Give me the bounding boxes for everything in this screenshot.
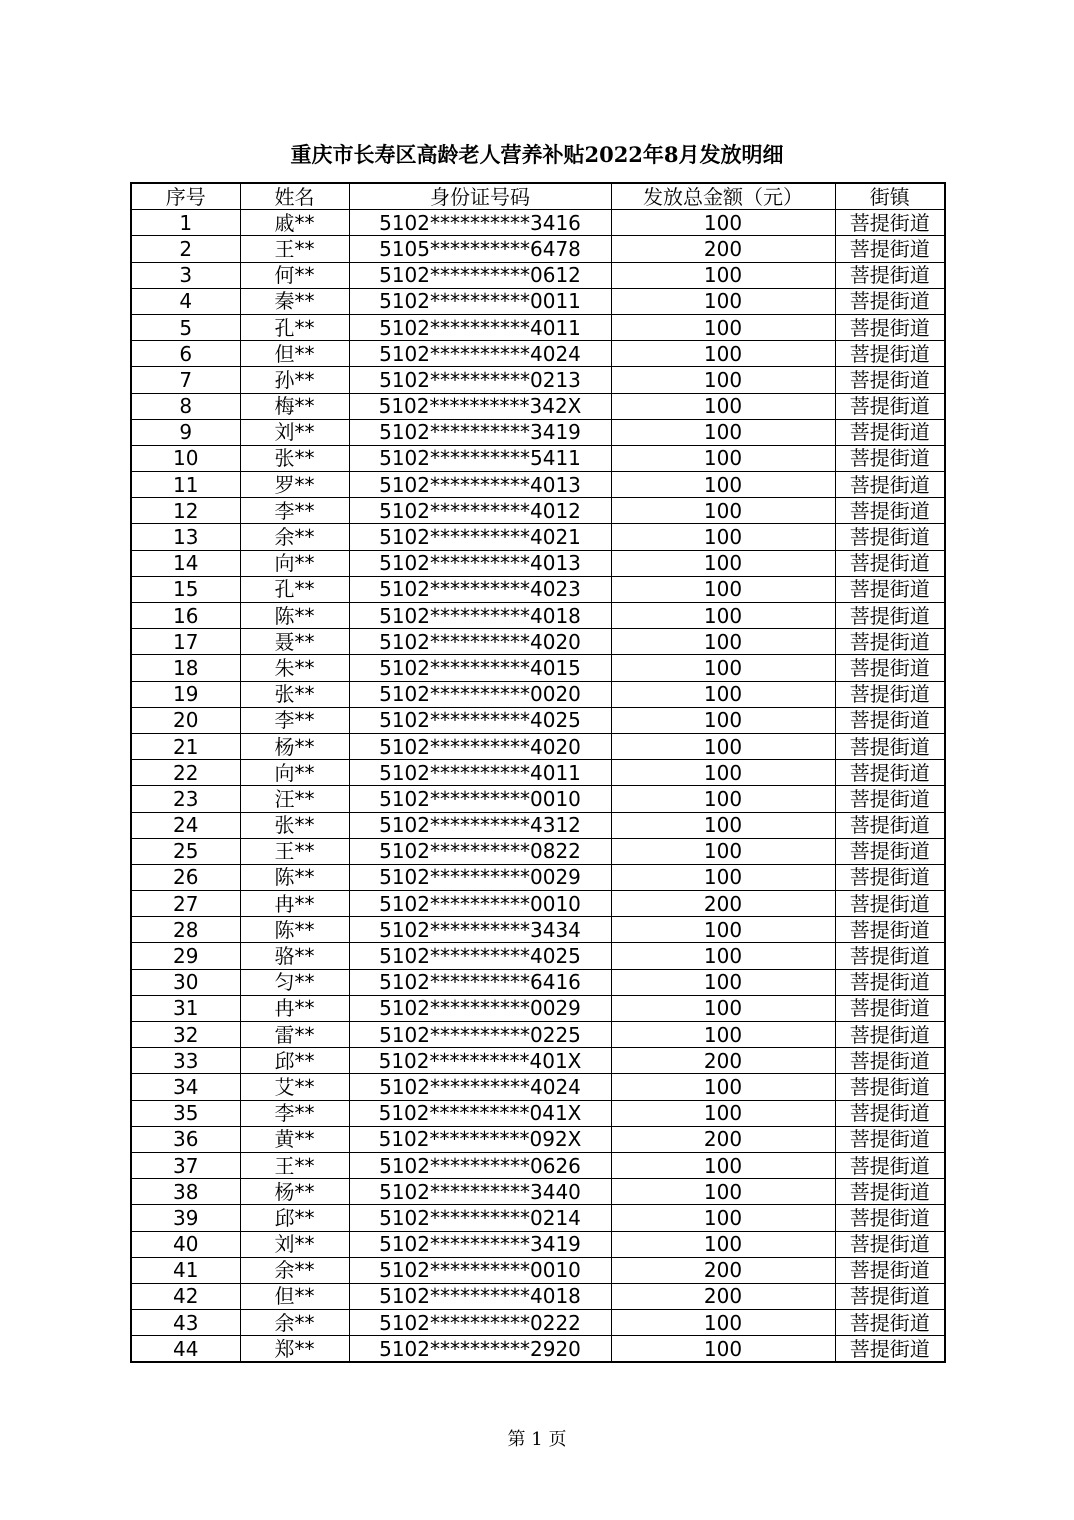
table-row	[131, 314, 945, 340]
table-row	[131, 1152, 945, 1178]
header-amount: 发放总金额（元）	[611, 183, 835, 210]
cell-amount: 100	[611, 681, 835, 707]
cell-id-number: 5102**********4011	[349, 760, 611, 786]
table-row	[131, 472, 945, 498]
cell-id-number: 5102**********4025	[349, 943, 611, 969]
table-row	[131, 367, 945, 393]
cell-id-number: 5102**********4015	[349, 655, 611, 681]
cell-id-number: 5102**********0010	[349, 786, 611, 812]
cell-street: 菩提街道	[835, 1257, 945, 1283]
cell-name: 李**	[240, 707, 349, 733]
cell-amount: 100	[611, 210, 835, 236]
table-row	[131, 210, 945, 236]
cell-index: 39	[131, 1205, 240, 1231]
cell-street: 菩提街道	[835, 838, 945, 864]
cell-id-number: 5102**********4020	[349, 629, 611, 655]
cell-amount: 200	[611, 891, 835, 917]
table-row	[131, 1231, 945, 1257]
cell-name: 杨**	[240, 1179, 349, 1205]
cell-id-number: 5102**********0822	[349, 838, 611, 864]
cell-amount: 100	[611, 760, 835, 786]
cell-name: 向**	[240, 760, 349, 786]
cell-index: 42	[131, 1283, 240, 1309]
cell-index: 13	[131, 524, 240, 550]
cell-amount: 100	[611, 603, 835, 629]
table-row	[131, 550, 945, 576]
cell-amount: 100	[611, 812, 835, 838]
cell-street: 菩提街道	[835, 995, 945, 1021]
table-row	[131, 1022, 945, 1048]
cell-street: 菩提街道	[835, 1283, 945, 1309]
cell-id-number: 5102**********0010	[349, 891, 611, 917]
table-row	[131, 864, 945, 890]
cell-name: 李**	[240, 1100, 349, 1126]
cell-street: 菩提街道	[835, 707, 945, 733]
cell-name: 聂**	[240, 629, 349, 655]
cell-id-number: 5102**********0010	[349, 1257, 611, 1283]
cell-street: 菩提街道	[835, 1205, 945, 1231]
cell-street: 菩提街道	[835, 445, 945, 471]
cell-index: 21	[131, 733, 240, 759]
cell-name: 骆**	[240, 943, 349, 969]
cell-id-number: 5102**********4013	[349, 472, 611, 498]
cell-street: 菩提街道	[835, 524, 945, 550]
cell-index: 18	[131, 655, 240, 681]
table-row	[131, 1048, 945, 1074]
cell-name: 王**	[240, 236, 349, 262]
cell-index: 6	[131, 341, 240, 367]
cell-name: 雷**	[240, 1022, 349, 1048]
cell-street: 菩提街道	[835, 786, 945, 812]
cell-id-number: 5102**********4011	[349, 314, 611, 340]
cell-amount: 100	[611, 1231, 835, 1257]
cell-index: 27	[131, 891, 240, 917]
cell-amount: 100	[611, 550, 835, 576]
cell-amount: 100	[611, 288, 835, 314]
cell-index: 5	[131, 314, 240, 340]
cell-id-number: 5102**********0029	[349, 864, 611, 890]
cell-index: 3	[131, 262, 240, 288]
cell-id-number: 5102**********4023	[349, 576, 611, 602]
cell-street: 菩提街道	[835, 576, 945, 602]
cell-street: 菩提街道	[835, 262, 945, 288]
table-row	[131, 812, 945, 838]
cell-name: 戚**	[240, 210, 349, 236]
cell-index: 24	[131, 812, 240, 838]
table-row	[131, 393, 945, 419]
cell-amount: 200	[611, 1126, 835, 1152]
cell-name: 梅**	[240, 393, 349, 419]
cell-index: 35	[131, 1100, 240, 1126]
cell-amount: 100	[611, 838, 835, 864]
cell-name: 李**	[240, 498, 349, 524]
table-row	[131, 760, 945, 786]
cell-amount: 100	[611, 1022, 835, 1048]
cell-street: 菩提街道	[835, 367, 945, 393]
cell-name: 陈**	[240, 864, 349, 890]
cell-amount: 100	[611, 707, 835, 733]
cell-amount: 100	[611, 629, 835, 655]
cell-street: 菩提街道	[835, 1310, 945, 1336]
cell-id-number: 5105**********6478	[349, 236, 611, 262]
cell-street: 菩提街道	[835, 864, 945, 890]
cell-index: 4	[131, 288, 240, 314]
cell-name: 黄**	[240, 1126, 349, 1152]
cell-street: 菩提街道	[835, 891, 945, 917]
cell-street: 菩提街道	[835, 629, 945, 655]
cell-amount: 100	[611, 1336, 835, 1363]
cell-name: 陈**	[240, 917, 349, 943]
table-row	[131, 891, 945, 917]
table-row	[131, 629, 945, 655]
cell-name: 孔**	[240, 576, 349, 602]
cell-id-number: 5102**********4018	[349, 1283, 611, 1309]
table-row	[131, 943, 945, 969]
cell-amount: 100	[611, 1152, 835, 1178]
cell-index: 22	[131, 760, 240, 786]
cell-amount: 100	[611, 498, 835, 524]
cell-index: 9	[131, 419, 240, 445]
cell-amount: 100	[611, 445, 835, 471]
table-row	[131, 1310, 945, 1336]
cell-id-number: 5102**********0612	[349, 262, 611, 288]
cell-index: 19	[131, 681, 240, 707]
cell-street: 菩提街道	[835, 498, 945, 524]
cell-id-number: 5102**********4018	[349, 603, 611, 629]
cell-index: 2	[131, 236, 240, 262]
cell-id-number: 5102**********3434	[349, 917, 611, 943]
cell-id-number: 5102**********3419	[349, 419, 611, 445]
cell-amount: 200	[611, 1048, 835, 1074]
cell-index: 10	[131, 445, 240, 471]
cell-amount: 100	[611, 943, 835, 969]
cell-id-number: 5102**********0214	[349, 1205, 611, 1231]
cell-index: 12	[131, 498, 240, 524]
cell-street: 菩提街道	[835, 1336, 945, 1363]
cell-street: 菩提街道	[835, 917, 945, 943]
cell-street: 菩提街道	[835, 393, 945, 419]
table-row	[131, 1336, 945, 1363]
table-row	[131, 969, 945, 995]
cell-street: 菩提街道	[835, 419, 945, 445]
cell-amount: 100	[611, 864, 835, 890]
table-row	[131, 707, 945, 733]
cell-id-number: 5102**********3416	[349, 210, 611, 236]
cell-street: 菩提街道	[835, 681, 945, 707]
cell-index: 31	[131, 995, 240, 1021]
cell-index: 16	[131, 603, 240, 629]
table-row	[131, 498, 945, 524]
cell-id-number: 5102**********0626	[349, 1152, 611, 1178]
table-row	[131, 733, 945, 759]
cell-amount: 100	[611, 576, 835, 602]
cell-amount: 100	[611, 419, 835, 445]
cell-id-number: 5102**********4024	[349, 341, 611, 367]
cell-id-number: 5102**********4025	[349, 707, 611, 733]
cell-index: 11	[131, 472, 240, 498]
cell-amount: 100	[611, 917, 835, 943]
cell-street: 菩提街道	[835, 550, 945, 576]
cell-index: 29	[131, 943, 240, 969]
cell-index: 37	[131, 1152, 240, 1178]
cell-name: 张**	[240, 812, 349, 838]
cell-street: 菩提街道	[835, 1074, 945, 1100]
table-row	[131, 341, 945, 367]
table-row	[131, 288, 945, 314]
cell-index: 34	[131, 1074, 240, 1100]
cell-amount: 100	[611, 969, 835, 995]
cell-name: 孔**	[240, 314, 349, 340]
cell-name: 匀**	[240, 969, 349, 995]
cell-id-number: 5102**********401X	[349, 1048, 611, 1074]
cell-id-number: 5102**********3419	[349, 1231, 611, 1257]
table-row	[131, 1283, 945, 1309]
cell-amount: 100	[611, 524, 835, 550]
cell-amount: 100	[611, 472, 835, 498]
cell-index: 40	[131, 1231, 240, 1257]
cell-index: 36	[131, 1126, 240, 1152]
page-number: 第 1 页	[507, 1429, 567, 1450]
table-row	[131, 917, 945, 943]
cell-name: 余**	[240, 1310, 349, 1336]
cell-street: 菩提街道	[835, 603, 945, 629]
cell-id-number: 5102**********092X	[349, 1126, 611, 1152]
table-row	[131, 1179, 945, 1205]
cell-street: 菩提街道	[835, 812, 945, 838]
subsidy-table	[130, 182, 946, 1363]
cell-name: 罗**	[240, 472, 349, 498]
cell-id-number: 5102**********0011	[349, 288, 611, 314]
cell-id-number: 5102**********041X	[349, 1100, 611, 1126]
cell-index: 33	[131, 1048, 240, 1074]
cell-name: 杨**	[240, 733, 349, 759]
cell-street: 菩提街道	[835, 1100, 945, 1126]
cell-id-number: 5102**********342X	[349, 393, 611, 419]
cell-amount: 100	[611, 1074, 835, 1100]
cell-name: 张**	[240, 681, 349, 707]
cell-name: 向**	[240, 550, 349, 576]
cell-amount: 100	[611, 655, 835, 681]
cell-street: 菩提街道	[835, 1179, 945, 1205]
table-body	[131, 210, 945, 1363]
header-street: 街镇	[835, 183, 945, 210]
cell-id-number: 5102**********4020	[349, 733, 611, 759]
cell-id-number: 5102**********4312	[349, 812, 611, 838]
cell-street: 菩提街道	[835, 1152, 945, 1178]
cell-index: 7	[131, 367, 240, 393]
cell-name: 朱**	[240, 655, 349, 681]
cell-name: 郑**	[240, 1336, 349, 1363]
cell-id-number: 5102**********4012	[349, 498, 611, 524]
cell-index: 41	[131, 1257, 240, 1283]
cell-name: 邱**	[240, 1048, 349, 1074]
table-row	[131, 786, 945, 812]
cell-id-number: 5102**********4013	[349, 550, 611, 576]
cell-amount: 100	[611, 786, 835, 812]
cell-name: 陈**	[240, 603, 349, 629]
cell-id-number: 5102**********0225	[349, 1022, 611, 1048]
cell-street: 菩提街道	[835, 236, 945, 262]
table-row	[131, 1100, 945, 1126]
page-title: 重庆市长寿区高龄老人营养补贴2022年8月发放明细	[290, 142, 784, 167]
cell-name: 秦**	[240, 288, 349, 314]
cell-name: 邱**	[240, 1205, 349, 1231]
cell-index: 8	[131, 393, 240, 419]
table-row	[131, 576, 945, 602]
cell-street: 菩提街道	[835, 1126, 945, 1152]
cell-name: 艾**	[240, 1074, 349, 1100]
table-row	[131, 236, 945, 262]
cell-amount: 100	[611, 262, 835, 288]
cell-name: 但**	[240, 1283, 349, 1309]
cell-street: 菩提街道	[835, 288, 945, 314]
cell-street: 菩提街道	[835, 210, 945, 236]
header-index: 序号	[131, 183, 240, 210]
table-row	[131, 603, 945, 629]
cell-index: 32	[131, 1022, 240, 1048]
cell-amount: 100	[611, 393, 835, 419]
cell-index: 20	[131, 707, 240, 733]
table-row	[131, 1257, 945, 1283]
cell-name: 刘**	[240, 1231, 349, 1257]
cell-index: 17	[131, 629, 240, 655]
cell-index: 14	[131, 550, 240, 576]
cell-name: 刘**	[240, 419, 349, 445]
cell-name: 汪**	[240, 786, 349, 812]
table-row	[131, 524, 945, 550]
table-row	[131, 1074, 945, 1100]
cell-name: 何**	[240, 262, 349, 288]
cell-id-number: 5102**********6416	[349, 969, 611, 995]
table-row	[131, 1126, 945, 1152]
cell-name: 冉**	[240, 995, 349, 1021]
cell-street: 菩提街道	[835, 969, 945, 995]
cell-name: 孙**	[240, 367, 349, 393]
cell-id-number: 5102**********0020	[349, 681, 611, 707]
header-name: 姓名	[240, 183, 349, 210]
cell-street: 菩提街道	[835, 1048, 945, 1074]
cell-index: 15	[131, 576, 240, 602]
table-row	[131, 838, 945, 864]
cell-name: 张**	[240, 445, 349, 471]
cell-street: 菩提街道	[835, 1231, 945, 1257]
cell-street: 菩提街道	[835, 733, 945, 759]
cell-id-number: 5102**********0029	[349, 995, 611, 1021]
cell-index: 38	[131, 1179, 240, 1205]
cell-street: 菩提街道	[835, 1022, 945, 1048]
cell-name: 余**	[240, 524, 349, 550]
cell-id-number: 5102**********4024	[349, 1074, 611, 1100]
cell-amount: 200	[611, 1283, 835, 1309]
table-row	[131, 995, 945, 1021]
cell-id-number: 5102**********4021	[349, 524, 611, 550]
cell-name: 但**	[240, 341, 349, 367]
cell-amount: 100	[611, 1205, 835, 1231]
cell-id-number: 5102**********2920	[349, 1336, 611, 1363]
cell-street: 菩提街道	[835, 655, 945, 681]
cell-index: 26	[131, 864, 240, 890]
cell-id-number: 5102**********5411	[349, 445, 611, 471]
cell-amount: 100	[611, 1100, 835, 1126]
cell-index: 25	[131, 838, 240, 864]
cell-id-number: 5102**********0222	[349, 1310, 611, 1336]
table-row	[131, 681, 945, 707]
cell-amount: 200	[611, 1257, 835, 1283]
table-header-row	[131, 183, 945, 210]
cell-street: 菩提街道	[835, 943, 945, 969]
table-row	[131, 445, 945, 471]
cell-id-number: 5102**********3440	[349, 1179, 611, 1205]
cell-street: 菩提街道	[835, 760, 945, 786]
cell-name: 冉**	[240, 891, 349, 917]
cell-street: 菩提街道	[835, 472, 945, 498]
cell-index: 44	[131, 1336, 240, 1363]
cell-amount: 100	[611, 1179, 835, 1205]
cell-amount: 100	[611, 1310, 835, 1336]
table-row	[131, 655, 945, 681]
cell-amount: 200	[611, 236, 835, 262]
table-row	[131, 262, 945, 288]
cell-index: 30	[131, 969, 240, 995]
header-id-number: 身份证号码	[349, 183, 611, 210]
cell-index: 28	[131, 917, 240, 943]
cell-street: 菩提街道	[835, 341, 945, 367]
cell-amount: 100	[611, 314, 835, 340]
cell-street: 菩提街道	[835, 314, 945, 340]
table-row	[131, 1205, 945, 1231]
cell-name: 王**	[240, 1152, 349, 1178]
cell-id-number: 5102**********0213	[349, 367, 611, 393]
cell-index: 43	[131, 1310, 240, 1336]
cell-amount: 100	[611, 733, 835, 759]
cell-amount: 100	[611, 341, 835, 367]
cell-index: 23	[131, 786, 240, 812]
table-row	[131, 419, 945, 445]
cell-amount: 100	[611, 367, 835, 393]
cell-index: 1	[131, 210, 240, 236]
cell-name: 余**	[240, 1257, 349, 1283]
cell-amount: 100	[611, 995, 835, 1021]
cell-name: 王**	[240, 838, 349, 864]
